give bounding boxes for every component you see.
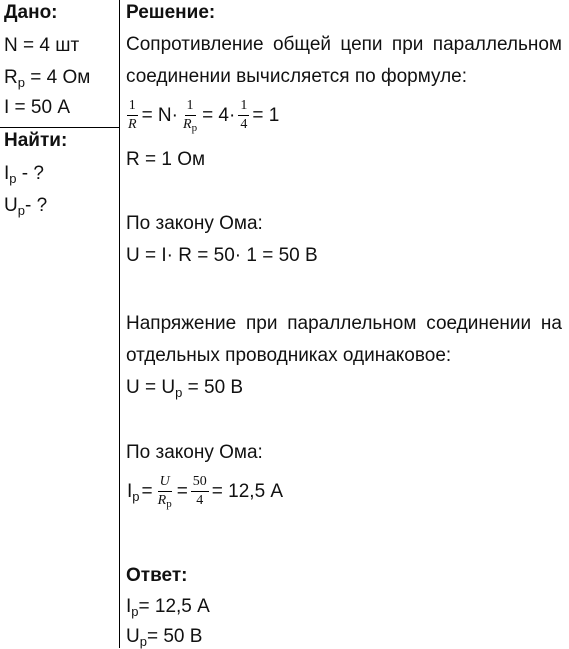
solution-title: Решение: <box>126 2 216 23</box>
find-up <box>4 195 47 217</box>
answer-ip-label: I <box>126 596 132 617</box>
voltage-formula: U = I· R = 50· 1 = 50 В <box>126 245 318 266</box>
find-ip-label: I <box>4 163 10 184</box>
fraction-one-quarter <box>238 98 249 133</box>
fraction-fifty-over-four <box>191 474 209 509</box>
answer-ip <box>126 596 210 618</box>
answer-up <box>126 626 202 648</box>
fraction-numerator: 1 <box>127 98 138 116</box>
formula-segment: = 1 <box>252 104 280 126</box>
given-rp <box>4 67 90 89</box>
given-i: I = 50 А <box>4 97 71 118</box>
find-up-label: U <box>4 195 18 216</box>
answer-ip-value: = 12,5 А <box>138 596 210 617</box>
fraction-denominator: $R_p$ <box>183 117 198 134</box>
ohm-law-label-2: По закону Ома: <box>126 442 263 463</box>
fraction-denominator: R <box>128 117 137 132</box>
answer-ip-sub: p <box>131 604 139 619</box>
voltage-equality-right: = 50 В <box>182 377 244 398</box>
answer-up-value: = 50 В <box>146 626 203 647</box>
voltage-equality-sub: p <box>175 385 183 400</box>
formula-segment: = <box>176 480 188 502</box>
find-ip <box>4 163 44 185</box>
given-rp-sub: p <box>17 75 25 90</box>
fraction-numerator: 1 <box>185 98 196 116</box>
formula-segment: = 12,5 А <box>211 480 284 502</box>
formula-segment: = 4· <box>202 104 236 126</box>
answer-up-sub: p <box>139 634 147 649</box>
find-up-value: - ? <box>24 195 48 216</box>
fraction-one-over-r <box>126 98 139 133</box>
parallel-voltage-line1: Напряжение при параллельном соединении на <box>126 313 562 334</box>
given-find-divider <box>0 127 119 128</box>
given-rp-label: R <box>4 67 18 88</box>
formula-segment: = <box>141 480 153 502</box>
fraction-denominator: $R_p$ <box>157 493 172 510</box>
parallel-resistance-formula <box>124 98 280 133</box>
find-title: Найти: <box>4 130 68 151</box>
ohm-law-label-1: По закону Ома: <box>126 213 263 234</box>
fraction-denominator: 4 <box>240 117 248 132</box>
find-up-sub: p <box>17 203 25 218</box>
fraction-u-over-rp <box>156 474 174 509</box>
solution-intro-line1: Сопротивление общей цепи при параллельном <box>126 34 562 55</box>
fraction-numerator: 1 <box>238 98 249 116</box>
given-rp-value: = 4 Ом <box>24 67 91 88</box>
fraction-numerator: U <box>158 474 172 492</box>
column-divider <box>119 0 120 648</box>
solution-intro-line2: соединении вычисляется по формуле: <box>126 66 468 87</box>
fraction-denominator: 4 <box>196 493 204 508</box>
fraction-one-over-rp <box>181 98 199 133</box>
formula-segment: = N· <box>141 104 178 126</box>
answer-up-label: U <box>126 626 140 647</box>
voltage-equality <box>126 377 243 399</box>
find-ip-sub: p <box>9 171 17 186</box>
given-title: Дано: <box>4 2 58 23</box>
parallel-voltage-line2: отдельных проводниках одинаковое: <box>126 345 452 366</box>
formula-lhs: $I_p$ <box>127 480 140 504</box>
resistance-result: R = 1 Ом <box>126 149 206 170</box>
answer-title: Ответ: <box>126 565 188 586</box>
branch-current-formula <box>126 474 284 509</box>
find-ip-value: - ? <box>16 163 44 184</box>
given-n: N = 4 шт <box>4 35 80 56</box>
fraction-numerator: 50 <box>191 474 209 492</box>
voltage-equality-left: U = U <box>126 377 176 398</box>
